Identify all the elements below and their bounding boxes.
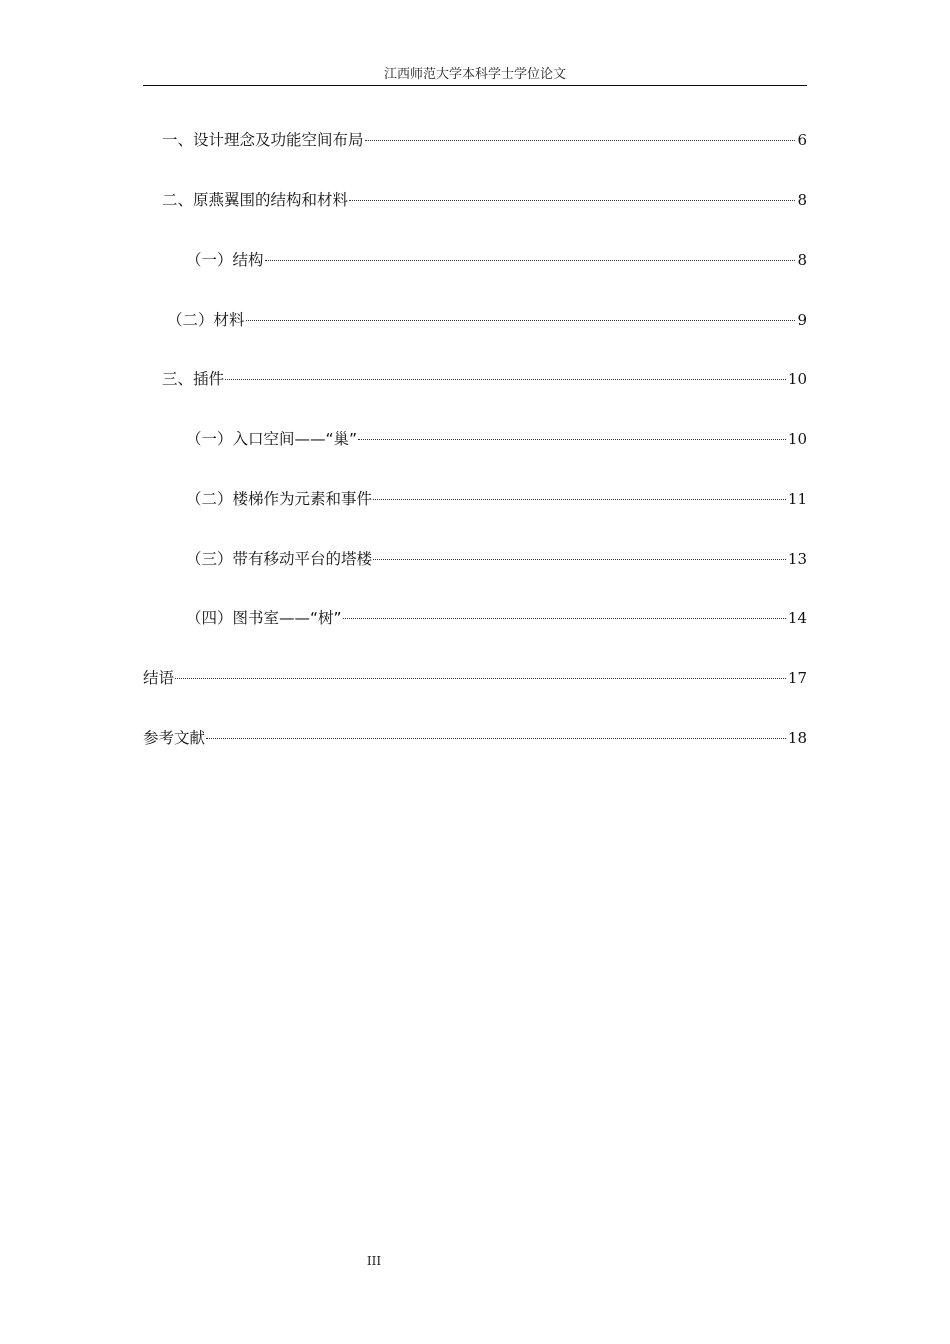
toc-entry[interactable] bbox=[143, 667, 807, 689]
running-header: 江西师范大学本科学士学位论文 bbox=[383, 67, 566, 82]
toc-entry-page: 6 bbox=[797, 131, 807, 149]
toc-dot-leader bbox=[373, 559, 786, 560]
toc-entry[interactable] bbox=[162, 189, 807, 211]
toc-entry[interactable] bbox=[167, 309, 807, 331]
toc-entry-title: （四）图书室——“树” bbox=[186, 609, 342, 627]
toc-entry[interactable] bbox=[186, 249, 807, 271]
toc-entry-page: 9 bbox=[797, 311, 807, 329]
toc-entry-page: 8 bbox=[797, 191, 807, 209]
toc-dot-leader bbox=[225, 379, 786, 380]
toc-dot-leader bbox=[365, 140, 796, 141]
toc-entry[interactable] bbox=[186, 548, 807, 570]
page-number: III bbox=[366, 1254, 382, 1268]
toc-entry[interactable] bbox=[186, 488, 807, 510]
toc-entry[interactable] bbox=[143, 727, 807, 749]
toc-dot-leader bbox=[343, 618, 786, 619]
toc-dot-leader bbox=[206, 738, 786, 739]
toc-entry-title: 结语 bbox=[143, 669, 175, 687]
toc-entry-title: （一）入口空间——“巢” bbox=[186, 430, 358, 448]
toc-entry-title: 二、原燕翼围的结构和材料 bbox=[162, 191, 349, 209]
header-rule bbox=[143, 85, 807, 86]
toc-entry-title: （二）材料 bbox=[167, 311, 245, 329]
toc-entry-title: （三）带有移动平台的塔楼 bbox=[186, 550, 373, 568]
toc-entry-page: 14 bbox=[787, 609, 807, 627]
toc-dot-leader bbox=[175, 678, 786, 679]
toc-dot-leader bbox=[265, 260, 796, 261]
toc-entry-title: （二）楼梯作为元素和事件 bbox=[186, 490, 373, 508]
toc-entry-page: 18 bbox=[787, 729, 807, 747]
toc-entry[interactable] bbox=[186, 607, 807, 629]
toc-entry-page: 17 bbox=[787, 669, 807, 687]
toc-entry-page: 11 bbox=[787, 490, 807, 508]
toc-entry-page: 10 bbox=[787, 430, 807, 448]
toc-entry-page: 10 bbox=[787, 370, 807, 388]
toc-entry-title: 参考文献 bbox=[143, 729, 206, 747]
toc-entry-page: 13 bbox=[787, 550, 807, 568]
toc-dot-leader bbox=[373, 499, 786, 500]
toc-entry-title: 三、插件 bbox=[162, 370, 225, 388]
toc-entry-title: 一、设计理念及功能空间布局 bbox=[162, 131, 364, 149]
toc-entry-page: 8 bbox=[797, 251, 807, 269]
toc-entry-title: （一）结构 bbox=[186, 251, 264, 269]
toc-dot-leader bbox=[358, 439, 786, 440]
toc-entry[interactable] bbox=[162, 129, 807, 151]
toc-entry[interactable] bbox=[162, 368, 807, 390]
toc-dot-leader bbox=[246, 320, 796, 321]
toc-dot-leader bbox=[349, 200, 795, 201]
toc-entry[interactable] bbox=[186, 428, 807, 450]
